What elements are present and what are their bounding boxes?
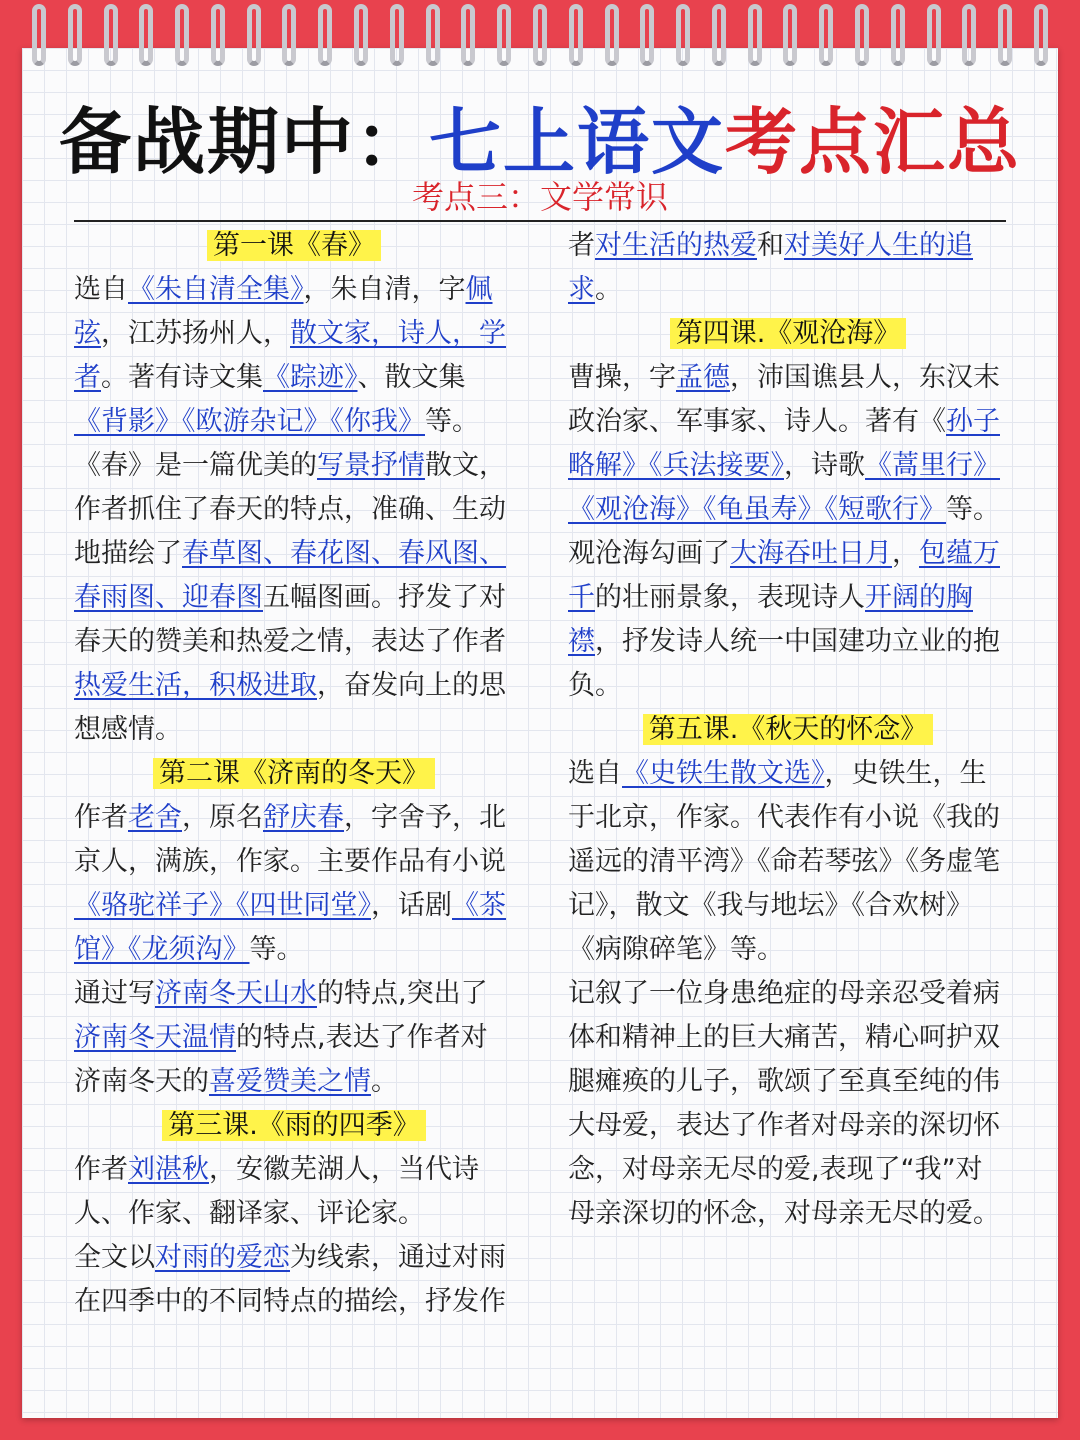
lesson-1-title: 第一课《春》	[207, 230, 381, 261]
spiral-ring	[104, 4, 118, 66]
lesson-5-para-1	[568, 752, 1008, 972]
lesson-4-title: 第四课.《观沧海》	[670, 318, 907, 349]
key-term: 热爱生活，积极进取	[74, 670, 317, 701]
key-term: 开阔的胸襟	[568, 582, 973, 657]
lesson-2-heading	[74, 752, 514, 796]
spiral-ring	[533, 4, 547, 66]
text: 五幅图画。抒发了对春天的赞美和热爱之情，表达了作者	[74, 582, 506, 657]
left-column	[74, 224, 514, 1324]
spiral-ring	[605, 4, 619, 66]
text: 观沧海勾画了	[568, 538, 730, 569]
spiral-ring	[1034, 4, 1048, 66]
key-term: 孙子略解》《兵法接要》	[568, 406, 1000, 481]
lesson-1-para-1	[74, 268, 514, 444]
spiral-ring	[819, 4, 833, 66]
text: ，原名	[182, 802, 263, 833]
key-term: 《踪迹》	[263, 362, 358, 393]
key-term: 对雨的爱恋	[155, 1242, 290, 1273]
spiral-ring	[139, 4, 153, 66]
text: 作者	[74, 1154, 128, 1185]
text: ，抒发诗人统一中国建功立业的抱负。	[568, 626, 1000, 701]
spiral-ring	[676, 4, 690, 66]
lesson-3-title: 第三课.《雨的四季》	[162, 1110, 426, 1141]
text: 。著有诗文集	[101, 362, 263, 393]
text: 的特点,突出了	[317, 978, 488, 1009]
text: 的特点,表达了作者对济南冬天的	[74, 1022, 488, 1097]
right-column	[568, 224, 1008, 1236]
text: 的壮丽景象，表现诗人	[595, 582, 865, 613]
title-part-3: 考点汇总	[725, 99, 1022, 184]
key-term: 散文家，诗人，学者	[74, 318, 506, 393]
key-term: 春草图、春花图、春风图、春雨图、迎春图	[74, 538, 506, 613]
text: 。	[595, 274, 622, 305]
key-term: 对美好人生的追求	[568, 230, 973, 305]
spiral-ring	[426, 4, 440, 66]
key-term: 包蕴万千	[568, 538, 1000, 613]
lesson-3-heading	[74, 1104, 514, 1148]
spiral-ring	[211, 4, 225, 66]
title-part-1: 备战期中：	[58, 99, 429, 184]
spiral-ring	[640, 4, 654, 66]
key-term: 刘湛秋	[128, 1154, 209, 1185]
lesson-1-heading	[74, 224, 514, 268]
key-term: 《史铁生散文选》	[622, 758, 825, 789]
text: ，奋发向上的思想感情。	[74, 670, 506, 745]
key-term: 孟德	[676, 362, 730, 393]
text: 《春》是一篇优美的	[74, 450, 317, 481]
spiral-ring	[962, 4, 976, 66]
text: ，	[892, 538, 919, 569]
text: 和	[757, 230, 784, 261]
page-subtitle: 考点三：文学常识	[411, 178, 668, 216]
key-term: 喜爱赞美之情	[209, 1066, 371, 1097]
text: 为线索，通过对雨在四季中的不同特点的描绘，抒发作	[74, 1242, 506, 1317]
lesson-3-para-1	[74, 1148, 514, 1236]
text: ，安徽芜湖人，当代诗人、作家、翻译家、评论家。	[74, 1154, 479, 1229]
key-term: 佩弦	[74, 274, 493, 349]
lesson-3-para-2	[74, 1236, 514, 1324]
spiral-binding	[22, 4, 1058, 74]
key-term: 写景抒情	[317, 450, 425, 481]
text: 等。	[425, 406, 479, 437]
spiral-ring	[497, 4, 511, 66]
text: 通过写	[74, 978, 155, 1009]
text: 。	[371, 1066, 398, 1097]
lesson-4-para-2	[568, 532, 1008, 708]
spiral-ring	[282, 4, 296, 66]
text: ，诗歌	[784, 450, 865, 481]
key-term: 《茶馆》《龙须沟》	[74, 890, 506, 965]
key-term: 济南冬天山水	[155, 978, 317, 1009]
text: ，话剧	[371, 890, 452, 921]
text: ，字舍予，北京人，满族，作家。主要作品有小说	[74, 802, 506, 877]
key-term: 老舍	[128, 802, 182, 833]
text: ，沛国谯县人，东汉末政治家、军事家、诗人。著有《	[568, 362, 1000, 437]
text: 等。	[946, 494, 1000, 525]
text: 选自	[568, 758, 622, 789]
spiral-ring	[68, 4, 82, 66]
spiral-ring	[855, 4, 869, 66]
lesson-3-para-2-continued	[568, 224, 1008, 312]
text: ，朱自清，字	[303, 274, 466, 305]
lesson-5-title: 第五课.《秋天的怀念》	[643, 714, 934, 745]
text: 散文，作者抓住了春天的特点，准确、生动地描绘了	[74, 450, 506, 569]
spiral-ring	[712, 4, 726, 66]
key-term: 《朱自清全集》	[128, 274, 304, 305]
spiral-ring	[927, 4, 941, 66]
lesson-5-para-2: 记叙了一位身患绝症的母亲忍受着病体和精神上的巨大痛苦，精心呵护双腿瘫痪的儿子，歌颂了至真至纯的伟大母爱，表达了作者对母亲的深切怀念，对母亲无尽的爱,表现了“我”对母亲深切的怀念，对母亲无尽的爱。	[568, 978, 1000, 1229]
spiral-ring	[748, 4, 762, 66]
lesson-1-para-2	[74, 444, 514, 752]
text: 作者	[74, 802, 128, 833]
spiral-ring	[998, 4, 1012, 66]
key-term: 《背影》《欧游杂记》《你我》	[74, 406, 425, 437]
text: 选自	[74, 274, 128, 305]
lesson-5-heading	[568, 708, 1008, 752]
text: 曹操，字	[568, 362, 676, 393]
lesson-4-heading	[568, 312, 1008, 356]
lesson-2-para-1	[74, 796, 514, 972]
spiral-ring	[390, 4, 404, 66]
key-term: 济南冬天温情	[74, 1022, 236, 1053]
text: ，史铁生，生于北京，作家。代表作有小说《我的遥远的清平湾》《命若琴弦》《务虚笔记》，散文《我与地坛》《合欢树》《病隙碎笔》等。	[568, 758, 1000, 965]
spiral-ring	[318, 4, 332, 66]
key-term: 对生活的热爱	[595, 230, 757, 261]
text: ，江苏扬州人，	[101, 318, 290, 349]
key-term: 《蒿里行》《观沧海》《龟虽寿》《短歌行》	[568, 450, 1000, 525]
divider	[74, 220, 1006, 222]
key-term: 舒庆春	[263, 802, 344, 833]
key-term: 大海吞吐日月	[730, 538, 892, 569]
title-part-2: 七上语文	[428, 99, 725, 184]
spiral-ring	[175, 4, 189, 66]
spiral-ring	[247, 4, 261, 66]
key-term: 《骆驼祥子》《四世同堂》	[74, 890, 371, 921]
spiral-ring	[32, 4, 46, 66]
lesson-2-title: 第二课《济南的冬天》	[153, 758, 435, 789]
lesson-4-para-1	[568, 356, 1008, 532]
spiral-ring	[891, 4, 905, 66]
spiral-ring	[569, 4, 583, 66]
spiral-ring	[354, 4, 368, 66]
spiral-ring	[461, 4, 475, 66]
spiral-ring	[783, 4, 797, 66]
text: 全文以	[74, 1242, 155, 1273]
text: 者	[568, 230, 595, 261]
text: 等。	[249, 934, 304, 965]
lesson-2-para-2	[74, 972, 514, 1104]
text: 、散文集	[357, 362, 466, 393]
